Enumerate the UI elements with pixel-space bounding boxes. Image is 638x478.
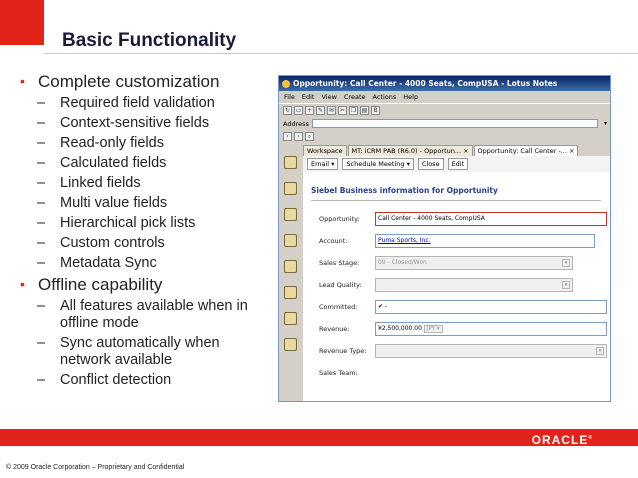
- sales-team-label: Sales Team:: [319, 369, 358, 377]
- form-row: [303, 230, 610, 252]
- cut-icon[interactable]: ✂: [339, 107, 346, 114]
- sub-bullet-text: Calculated fields: [60, 155, 167, 171]
- dash-icon: –: [37, 335, 46, 351]
- email-button[interactable]: Email ▾: [307, 158, 338, 170]
- currency-select[interactable]: JPY ▾: [424, 325, 443, 333]
- revenue-label: Revenue:: [319, 325, 350, 333]
- bold-icon[interactable]: B: [371, 106, 380, 115]
- registered-mark: ®: [588, 435, 593, 441]
- toolbar: [279, 103, 610, 117]
- close-icon[interactable]: ×: [569, 147, 575, 155]
- bullet-list: [18, 72, 268, 392]
- menu-view[interactable]: View: [321, 93, 337, 101]
- footer-copyright: © 2009 Oracle Corporation – Proprietary and Confidential: [6, 464, 185, 471]
- menu-actions[interactable]: Actions: [372, 93, 397, 101]
- sub-bullet-item: [37, 175, 268, 192]
- sub-bullet-text: Multi value fields: [60, 195, 168, 211]
- oracle-logo-text: ORACLE: [531, 433, 589, 447]
- form-row: [303, 340, 610, 362]
- form-row: [303, 274, 610, 296]
- address-input[interactable]: [312, 119, 598, 128]
- calendar-bookmark-icon[interactable]: [284, 182, 297, 195]
- tab-strip: [279, 142, 610, 156]
- lead-quality-select[interactable]: [375, 278, 573, 292]
- sales-stage-value: 09 - Closed/Won: [378, 259, 427, 266]
- chevron-down-icon[interactable]: ▾: [562, 259, 570, 267]
- todo-bookmark-icon[interactable]: [284, 234, 297, 247]
- title-divider: [44, 53, 638, 54]
- address-bar: [279, 117, 610, 130]
- nav-toolbar: [279, 130, 610, 142]
- bullet-item: [18, 72, 268, 91]
- dash-icon: –: [37, 175, 46, 191]
- revenue-field[interactable]: [375, 322, 607, 336]
- search-icon[interactable]: ⌕: [305, 132, 314, 141]
- sub-bullet-text: Custom controls: [60, 235, 165, 251]
- committed-checkbox[interactable]: ✔: [378, 303, 384, 310]
- sub-bullet-item: [37, 255, 268, 272]
- dash-icon: –: [37, 95, 46, 111]
- close-button[interactable]: Close: [418, 158, 444, 170]
- more-bookmark-icon[interactable]: [284, 338, 297, 351]
- sub-bullet-item: [37, 298, 268, 332]
- account-link[interactable]: Puma Sports, Inc.: [378, 237, 431, 244]
- form-row: [303, 318, 610, 340]
- sub-bullet-item: [37, 95, 268, 112]
- dash-icon: –: [37, 155, 46, 171]
- sub-bullet-item: [37, 115, 268, 132]
- edit-button[interactable]: Edit: [448, 158, 469, 170]
- tab-label: MT: iCRM PAB (R6.0) - Opportun...: [351, 147, 462, 155]
- window-title: Opportunity: Call Center - 4000 Seats, CompUSA - Lotus Notes: [293, 79, 558, 88]
- dash-icon: –: [37, 298, 46, 314]
- tab-label: Opportunity: Call Center -...: [477, 147, 568, 155]
- dash-icon: –: [37, 372, 46, 388]
- new-icon[interactable]: +: [306, 107, 313, 114]
- bullet-dot-icon: •: [20, 73, 25, 89]
- opportunity-field[interactable]: Call Center - 4000 Seats, CompUSA: [375, 212, 607, 226]
- tab-label: Workspace: [307, 147, 343, 155]
- sub-bullet-item: [37, 372, 268, 389]
- open-icon[interactable]: ▭: [295, 107, 302, 114]
- chevron-down-icon[interactable]: ▾: [562, 281, 570, 289]
- revenue-type-label: Revenue Type:: [319, 347, 367, 355]
- corner-red-block: [0, 0, 44, 45]
- document-area: [303, 156, 610, 401]
- form-row: [303, 296, 610, 318]
- sub-bullet-item: [37, 155, 268, 172]
- replicator-bookmark-icon[interactable]: [284, 260, 297, 273]
- menu-edit[interactable]: Edit: [301, 93, 315, 101]
- bullet-item: [18, 275, 268, 294]
- form-row: [303, 208, 610, 230]
- lotus-notes-icon: [282, 80, 290, 88]
- sub-bullet-item: [37, 335, 268, 369]
- sub-bullet-text: Sync automatically when network available: [60, 335, 220, 368]
- back-icon[interactable]: ‹: [283, 132, 292, 141]
- menu-create[interactable]: Create: [343, 93, 366, 101]
- slide-title: Basic Functionality: [62, 30, 237, 51]
- form-row: [303, 252, 610, 274]
- opportunity-form: [303, 208, 610, 384]
- sub-bullet-text: Context-sensitive fields: [60, 115, 210, 131]
- copy-icon[interactable]: ❐: [350, 107, 357, 114]
- contacts-bookmark-icon[interactable]: [284, 208, 297, 221]
- menu-file[interactable]: File: [284, 93, 295, 101]
- mail-icon[interactable]: ✉: [328, 107, 335, 114]
- dash-icon: –: [37, 115, 46, 131]
- committed-field[interactable]: [375, 300, 607, 314]
- menu-help[interactable]: Help: [403, 93, 419, 101]
- tab-pab[interactable]: [348, 145, 473, 156]
- committed-label: Committed:: [319, 303, 358, 311]
- tab-workspace[interactable]: [303, 145, 347, 156]
- chevron-down-icon[interactable]: ▾: [596, 347, 604, 355]
- menu-bar: [279, 91, 610, 103]
- schedule-meeting-button[interactable]: Schedule Meeting ▾: [342, 158, 413, 170]
- form-row: [303, 362, 610, 384]
- dash-icon: –: [37, 235, 46, 251]
- sub-bullet-item: [37, 195, 268, 212]
- refresh-icon[interactable]: ↻: [284, 107, 291, 114]
- sub-bullet-text: Linked fields: [60, 175, 141, 191]
- account-field[interactable]: [375, 234, 595, 248]
- sub-bullet-item: [37, 215, 268, 232]
- account-label: Account:: [319, 237, 348, 245]
- dash-icon: –: [37, 255, 46, 271]
- bullet-text: Complete customization: [38, 72, 220, 91]
- section-title: Siebel Business information for Opportunity: [311, 186, 601, 201]
- dash-icon: –: [37, 215, 46, 231]
- tab-opportunity[interactable]: [474, 145, 579, 156]
- sub-bullet-text: Required field validation: [60, 95, 215, 111]
- revenue-value: ¥2,500,000.00: [378, 325, 422, 332]
- committed-suffix: -: [384, 303, 388, 310]
- bookmark-sidebar: [279, 156, 301, 401]
- opportunity-label: Opportunity:: [319, 215, 360, 223]
- sub-bullet-text: Read-only fields: [60, 135, 164, 151]
- favorites-bookmark-icon[interactable]: [284, 286, 297, 299]
- sub-bullet-text: All features available when in offline mode: [60, 298, 248, 331]
- lotus-notes-window: [278, 75, 611, 402]
- sub-bullet-text: Metadata Sync: [60, 255, 157, 271]
- databases-bookmark-icon[interactable]: [284, 312, 297, 325]
- sub-bullet-text: Conflict detection: [60, 372, 172, 388]
- edit-icon[interactable]: ✎: [317, 107, 324, 114]
- sales-stage-select[interactable]: [375, 256, 573, 270]
- dash-icon: –: [37, 135, 46, 151]
- bullet-text: Offline capability: [38, 275, 163, 294]
- currency-value: JPY: [426, 326, 436, 332]
- address-dropdown-icon[interactable]: ▾: [603, 120, 607, 127]
- mail-bookmark-icon[interactable]: [284, 156, 297, 169]
- paste-icon[interactable]: ▤: [361, 107, 368, 114]
- revenue-type-select[interactable]: [375, 344, 607, 358]
- oracle-logo: [532, 430, 593, 448]
- window-titlebar[interactable]: [279, 76, 610, 91]
- bullet-dot-icon: •: [20, 276, 25, 292]
- address-label: Address: [283, 119, 309, 128]
- sales-stage-label: Sales Stage:: [319, 259, 360, 267]
- sub-bullet-item: [37, 135, 268, 152]
- forward-icon[interactable]: ›: [294, 132, 303, 141]
- dash-icon: –: [37, 195, 46, 211]
- lead-quality-label: Lead Quality:: [319, 281, 362, 289]
- sub-bullet-item: [37, 235, 268, 252]
- close-icon[interactable]: ×: [463, 147, 469, 155]
- action-bar: [303, 156, 610, 172]
- sub-bullet-text: Hierarchical pick lists: [60, 215, 196, 231]
